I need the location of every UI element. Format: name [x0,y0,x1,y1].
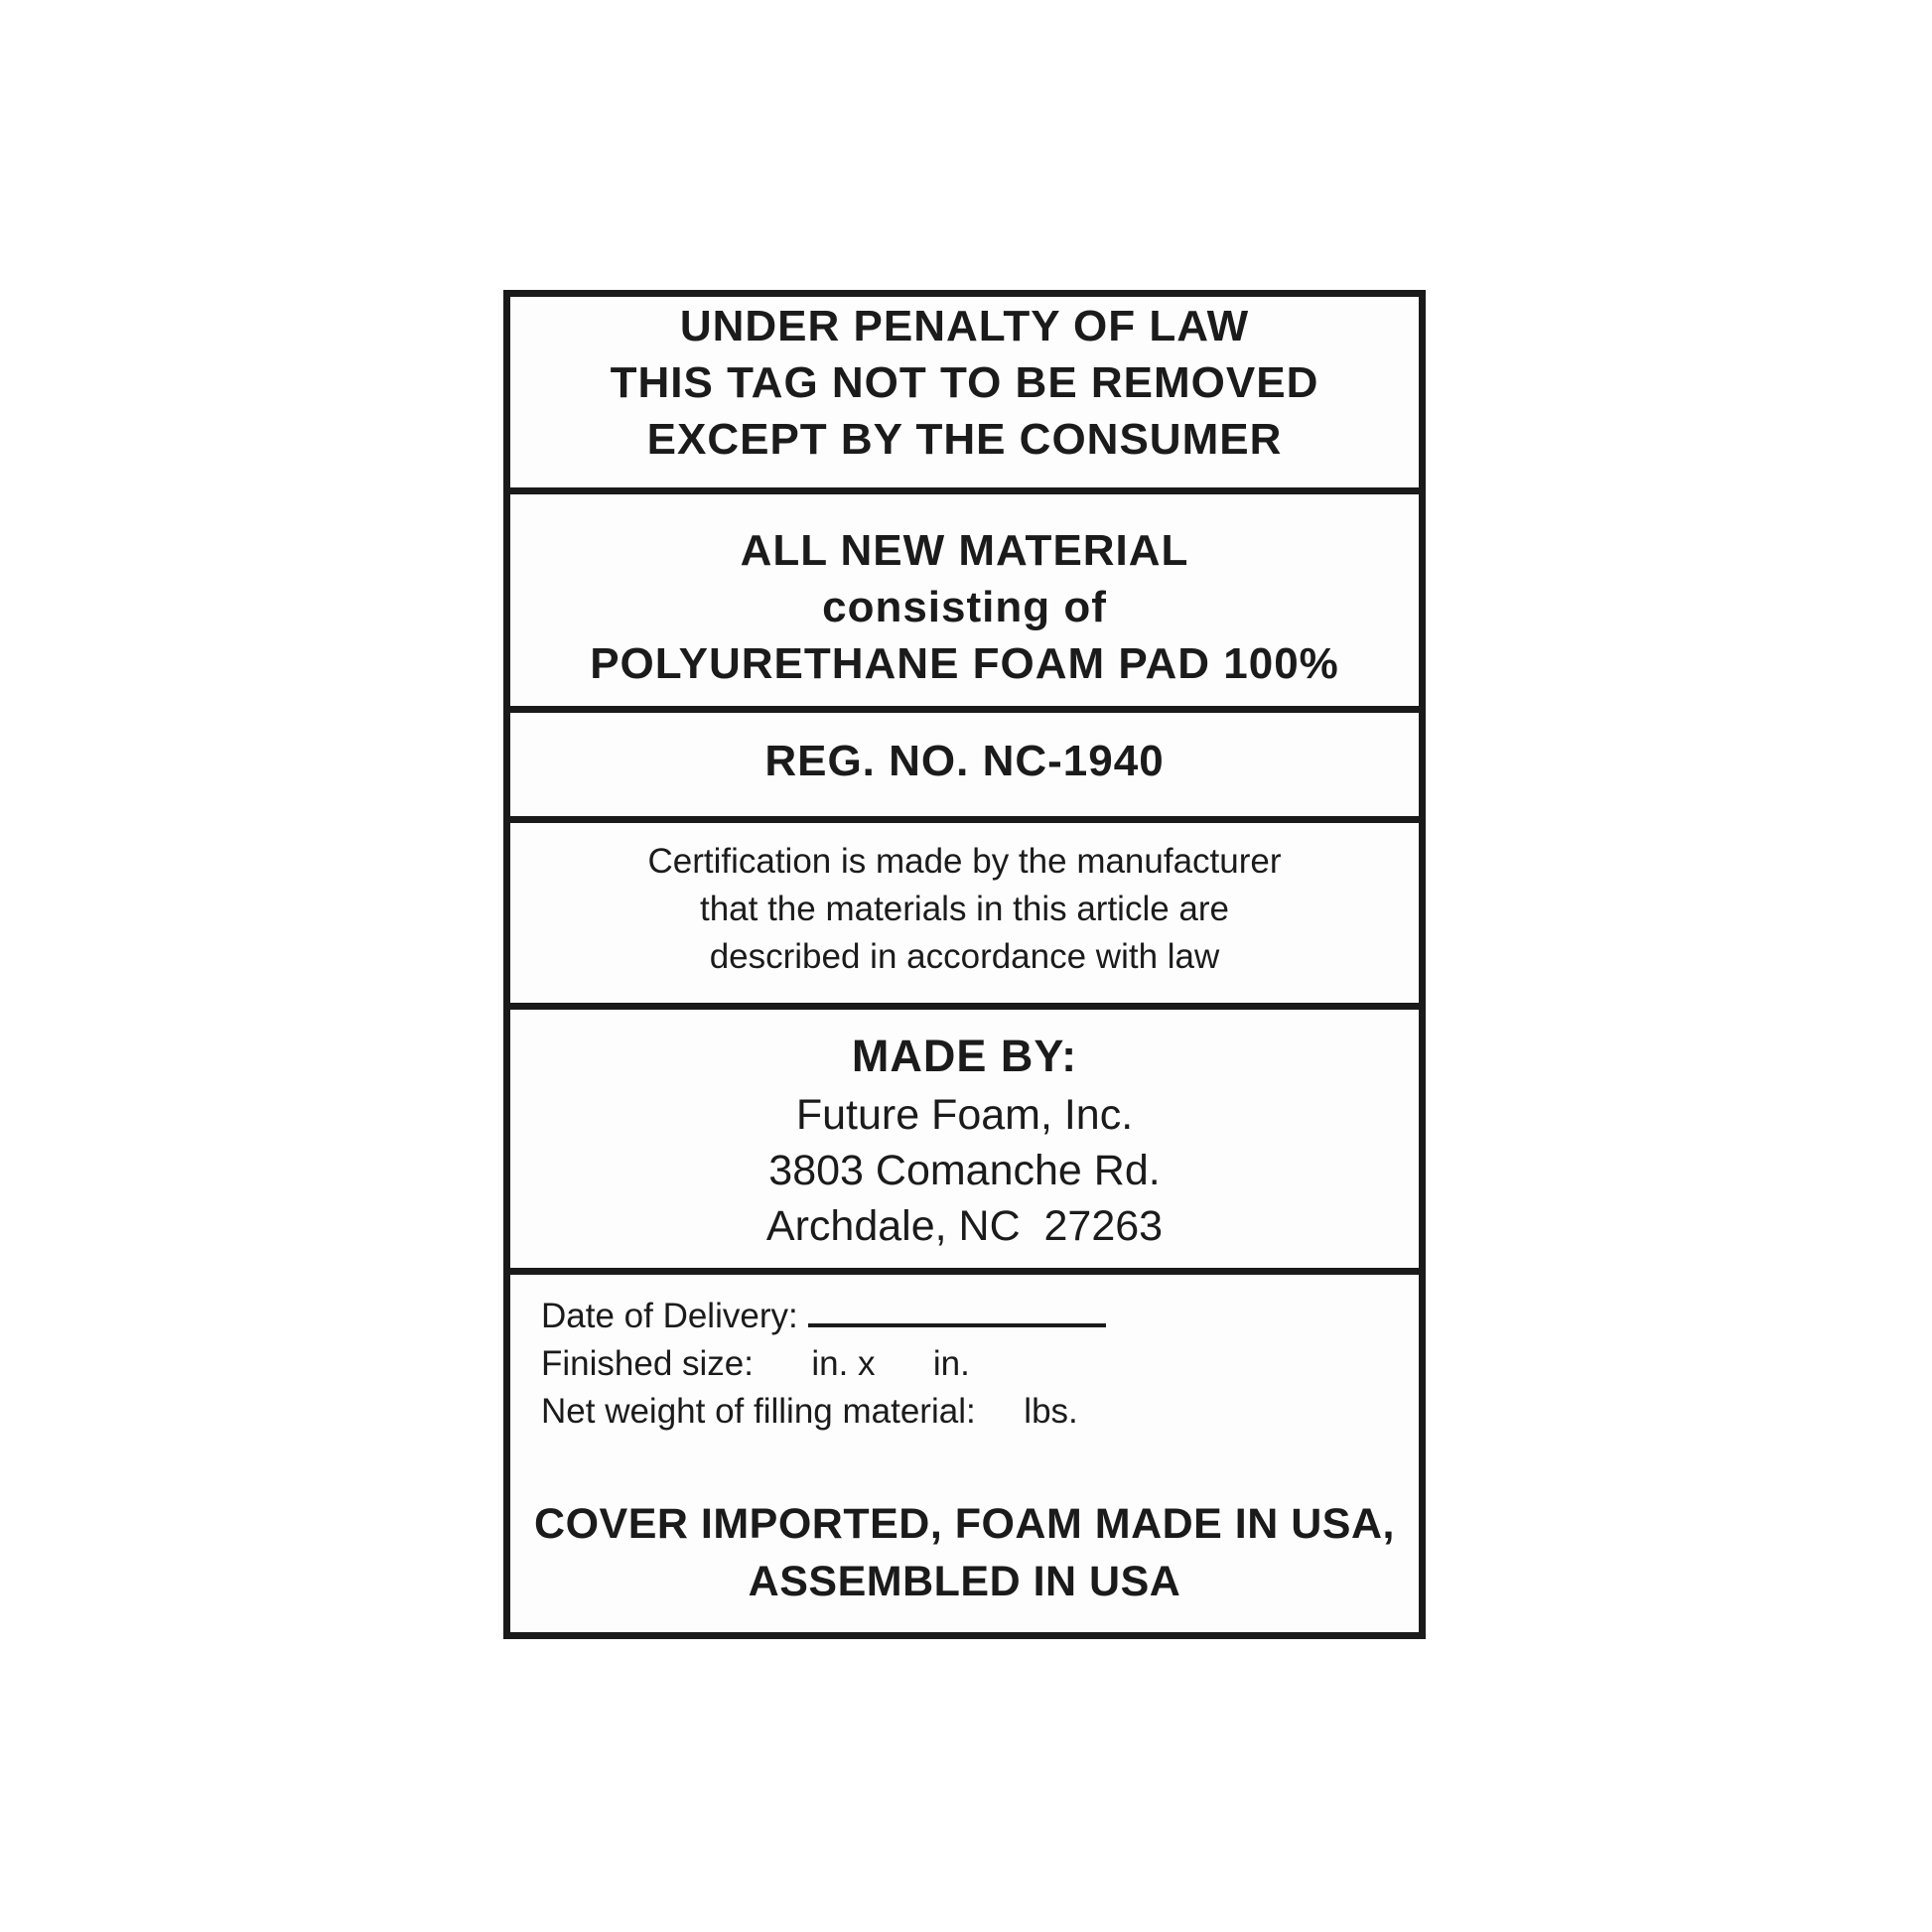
section-certification [510,823,1419,1010]
origin-line-2: ASSEMBLED IN USA [748,1558,1181,1605]
finished-size-line: Finished size: in. x in. [541,1344,970,1383]
penalty-line-3: EXCEPT BY THE CONSUMER [646,415,1283,464]
certification-line-3: described in accordance with law [709,937,1220,976]
origin-line-1: COVER IMPORTED, FOAM MADE IN USA, [534,1500,1395,1548]
penalty-line-2: THIS TAG NOT TO BE REMOVED [610,358,1319,407]
reg-no-text: REG. NO. NC-1940 [764,737,1165,785]
law-tag-label [503,290,1426,1639]
made-by-heading: MADE BY: [851,1031,1078,1081]
section-registration-number [510,713,1419,823]
date-fill-blank-line [808,1294,1106,1327]
penalty-line-1: UNDER PENALTY OF LAW [679,302,1250,350]
section-made-by [510,1010,1419,1275]
section-material-contents [510,494,1419,713]
date-of-delivery-label: Date of Delivery: [541,1297,798,1335]
manufacturer-street: 3803 Comanche Rd. [768,1147,1161,1194]
material-line-3: POLYURETHANE FOAM PAD 100% [590,639,1339,688]
origin-statement [510,1495,1419,1610]
certification-line-1: Certification is made by the manufacturer [647,842,1282,881]
section-fill-in-details [510,1275,1419,1632]
net-weight-line: Net weight of filling material: lbs. [541,1392,1078,1431]
material-line-2: consisting of [822,583,1107,631]
material-line-1: ALL NEW MATERIAL [740,526,1189,575]
manufacturer-address [510,1087,1419,1254]
date-of-delivery-line [510,1293,1419,1340]
manufacturer-name: Future Foam, Inc. [795,1091,1134,1139]
certification-line-2: that the materials in this article are [699,890,1229,928]
manufacturer-city-state-zip: Archdale, NC 27263 [765,1202,1164,1250]
section-penalty-notice [510,297,1419,494]
